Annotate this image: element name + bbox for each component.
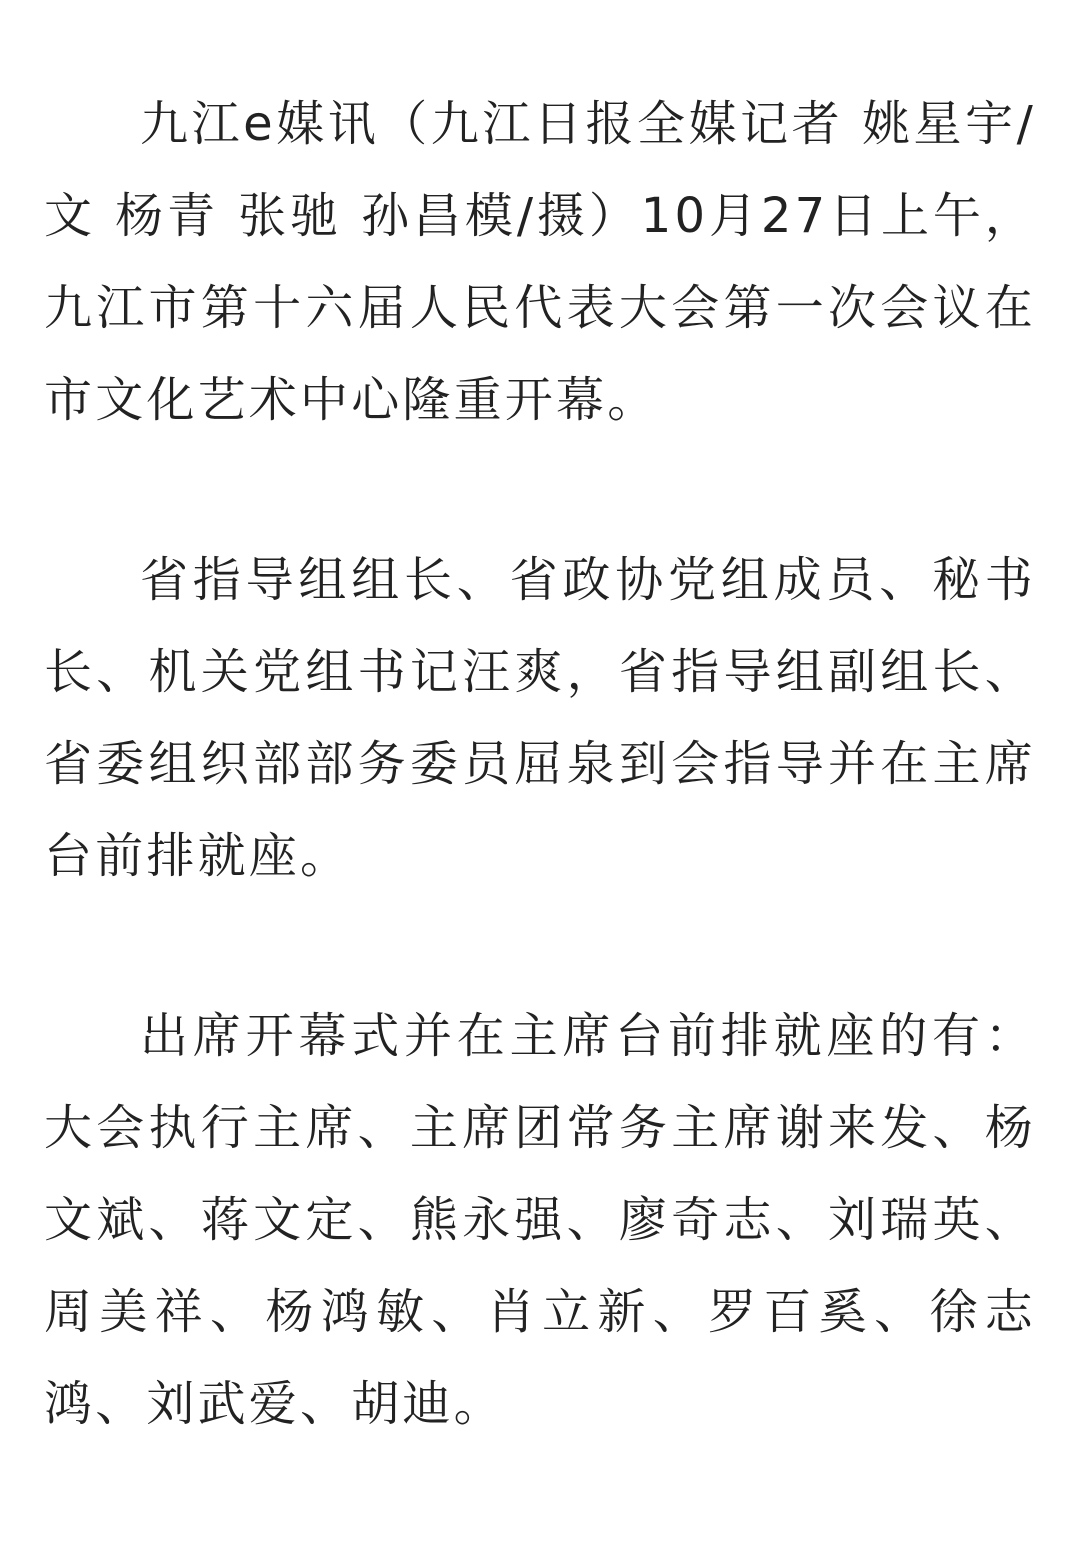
paragraph-attendees: 出席开幕式并在主席台前排就座的有：大会执行主席、主席团常务主席谢来发、杨文斌、蒋文定、熊永强、廖奇志、刘瑞英、周美祥、杨鸿敏、肖立新、罗百奚、徐志鸿、刘武爱、胡迪。 bbox=[44, 1008, 1036, 1432]
article-body bbox=[44, 78, 1036, 1450]
paragraph-guidance-group: 省指导组组长、省政协党组成员、秘书长、机关党组书记汪爽，省指导组副组长、省委组织部部务委员屈泉到会指导并在主席台前排就座。 bbox=[44, 552, 1036, 884]
paragraph-opening: 九江e媒讯（九江日报全媒记者 姚星宇/文 杨青 张驰 孙昌模/摄）10月27日上午，九江市第十六届人民代表大会第一次会议在市文化艺术中心隆重开幕。 bbox=[44, 96, 1036, 428]
